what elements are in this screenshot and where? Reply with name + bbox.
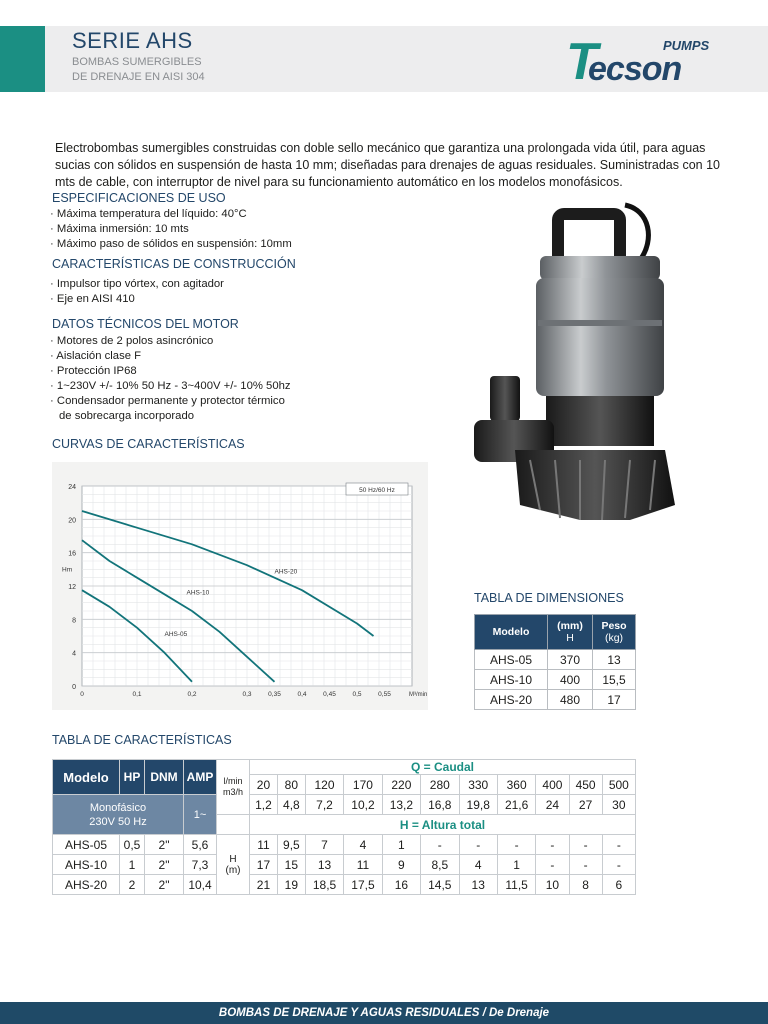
cell: 15,5: [593, 670, 636, 690]
pump-image: [460, 200, 680, 530]
head-cell: 9,5: [277, 835, 305, 855]
list-item: · 1~230V +/- 10% 50 Hz - 3~400V +/- 10% 50hz: [50, 380, 291, 392]
head-cell: 1: [497, 855, 535, 875]
flow-lmin-cell: 120: [305, 775, 343, 795]
characteristics-table: [52, 759, 636, 895]
cell-dnm: 2": [145, 875, 184, 895]
header-accent-block: [0, 26, 45, 92]
section-title-motor: DATOS TÉCNICOS DEL MOTOR: [52, 317, 239, 331]
flow-units: l/min m3/h: [217, 760, 250, 815]
head-cell: 11: [250, 835, 278, 855]
page-subtitle-line2: DE DRENAJE EN AISI 304: [72, 71, 205, 83]
section-title-curvas: CURVAS DE CARACTERÍSTICAS: [52, 437, 245, 451]
cell-hp: 1: [120, 855, 145, 875]
cell: AHS-05: [475, 650, 548, 670]
cell-hp: 0,5: [120, 835, 145, 855]
head-cell: 14,5: [421, 875, 459, 895]
list-item: · Máxima temperatura del líquido: 40°C: [50, 208, 247, 220]
head-cell: 9: [382, 855, 420, 875]
table-row: [475, 650, 636, 670]
list-item: · Aislación clase F: [50, 350, 142, 362]
performance-chart: [52, 462, 428, 710]
flow-lmin-cell: 80: [277, 775, 305, 795]
section-title-dimensiones: TABLA DE DIMENSIONES: [474, 591, 624, 605]
flow-m3h-cell: 13,2: [382, 795, 420, 815]
flow-m3h-cell: 4,8: [277, 795, 305, 815]
head-cell: 11: [344, 855, 382, 875]
y-tick-label: 8: [72, 617, 76, 625]
cell-amp: 5,6: [184, 835, 217, 855]
monofasico-label: Monofásico 230V 50 Hz: [53, 795, 184, 835]
q-caudal-label: Q = Caudal: [250, 760, 636, 775]
head-cell: 10: [536, 875, 569, 895]
y-tick-label: 0: [72, 684, 76, 691]
series-label: AHS-20: [274, 568, 298, 576]
table-row: [53, 875, 636, 895]
cell-modelo: AHS-05: [53, 835, 120, 855]
x-tick-label: 0,1: [132, 691, 142, 698]
col-peso: Peso (kg): [593, 615, 636, 650]
flow-m3h-cell: 21,6: [497, 795, 535, 815]
head-cell: 17,5: [344, 875, 382, 895]
uso-list: [50, 207, 292, 252]
table-row: [475, 690, 636, 710]
flow-lmin-cell: 20: [250, 775, 278, 795]
m3h-row: [53, 795, 636, 815]
table-header-row: [53, 760, 636, 775]
cell-dnm: 2": [145, 835, 184, 855]
list-item: · Condensador permanente y protector térmico: [50, 395, 285, 407]
section-title-caracteristicas: TABLA DE CARACTERÍSTICAS: [52, 733, 232, 747]
cell-amp: 10,4: [184, 875, 217, 895]
cell: 480: [548, 690, 593, 710]
cell-modelo: AHS-20: [53, 875, 120, 895]
col-amp: AMP: [184, 760, 217, 795]
head-cell: 15: [277, 855, 305, 875]
logo-letter-t: T: [566, 33, 598, 91]
flow-m3h-cell: 24: [536, 795, 569, 815]
flow-lmin-cell: 170: [344, 775, 382, 795]
y-axis-label: Hm: [62, 566, 73, 574]
head-cell: 19: [277, 875, 305, 895]
x-axis-label: M³/min: [409, 692, 428, 698]
flow-m3h-cell: 1,2: [250, 795, 278, 815]
head-cell: 16: [382, 875, 420, 895]
list-item: · Máximo paso de sólidos en suspensión: 10mm: [50, 238, 292, 250]
col-modelo: Modelo: [53, 760, 120, 795]
head-cell: -: [536, 855, 569, 875]
logo-pumps: PUMPS: [663, 38, 710, 53]
head-cell: 11,5: [497, 875, 535, 895]
footer-bar: BOMBAS DE DRENAJE Y AGUAS RESIDUALES / De Drenaje: [0, 1002, 768, 1024]
table-row: [475, 670, 636, 690]
y-tick-label: 16: [68, 550, 76, 558]
flow-lmin-cell: 330: [459, 775, 497, 795]
list-item: · Máxima inmersión: 10 mts: [50, 223, 189, 235]
list-item: · Protección IP68: [50, 365, 137, 377]
x-tick-label: 0,2: [187, 691, 197, 698]
series-label: AHS-05: [164, 631, 188, 638]
cell-hp: 2: [120, 875, 145, 895]
freq-box-label: 50 Hz/60 Hz: [359, 487, 395, 494]
page-title: SERIE AHS: [72, 28, 193, 53]
head-cell: -: [602, 835, 635, 855]
list-item: · Impulsor tipo vórtex, con agitador: [50, 278, 224, 290]
cell-modelo: AHS-10: [53, 855, 120, 875]
y-tick-label: 4: [72, 650, 76, 658]
cell: AHS-20: [475, 690, 548, 710]
head-cell: 6: [602, 875, 635, 895]
x-tick-label: 0,35: [268, 691, 281, 698]
head-cell: -: [569, 855, 602, 875]
construccion-list: [50, 277, 224, 307]
head-cell: 21: [250, 875, 278, 895]
col-h: (mm) H: [548, 615, 593, 650]
head-cell: 1: [382, 835, 420, 855]
intro-paragraph: Electrobombas sumergibles construidas con doble sello mecánico que garantiza una prolongada vida útil, para aguas sucias con sólidos en suspensión de hasta 10 mm; diseñadas para drenajes de aguas residuales. Suministradas con 10 mts de cable, con interruptor de nivel para su funcionamiento automático en los modelos monofásicos.: [55, 141, 720, 189]
head-cell: 13: [305, 855, 343, 875]
motor-list: [50, 334, 291, 424]
cell: AHS-10: [475, 670, 548, 690]
y-tick-label: 12: [68, 584, 76, 591]
list-item: · Motores de 2 polos asincrónico: [50, 335, 214, 347]
section-title-uso: ESPECIFICACIONES DE USO: [52, 191, 226, 205]
flow-m3h-cell: 19,8: [459, 795, 497, 815]
head-cell: 18,5: [305, 875, 343, 895]
head-cell: 13: [459, 875, 497, 895]
head-cell: 17: [250, 855, 278, 875]
x-tick-label: 0: [80, 691, 84, 698]
h-altura-label: H = Altura total: [250, 815, 636, 835]
flow-lmin-cell: 220: [382, 775, 420, 795]
x-tick-label: 0,4: [297, 691, 307, 698]
x-tick-label: 0,3: [242, 691, 252, 698]
flow-m3h-cell: 27: [569, 795, 602, 815]
flow-m3h-cell: 16,8: [421, 795, 459, 815]
series-label: AHS-10: [186, 589, 210, 597]
phase-label: 1~: [184, 795, 217, 835]
head-cell: -: [459, 835, 497, 855]
logo-wordmark: ecson: [588, 50, 682, 88]
x-tick-label: 0,45: [323, 691, 336, 698]
table-row: [53, 855, 636, 875]
cell-dnm: 2": [145, 855, 184, 875]
flow-lmin-cell: 450: [569, 775, 602, 795]
x-tick-label: 0,5: [352, 691, 362, 698]
flow-lmin-cell: 360: [497, 775, 535, 795]
head-cell: -: [497, 835, 535, 855]
head-cell: 7: [305, 835, 343, 855]
head-cell: -: [421, 835, 459, 855]
flow-lmin-cell: 280: [421, 775, 459, 795]
table-row: [53, 835, 636, 855]
flow-lmin-cell: 400: [536, 775, 569, 795]
head-cell: 8,5: [421, 855, 459, 875]
cell: 370: [548, 650, 593, 670]
cell-amp: 7,3: [184, 855, 217, 875]
flow-m3h-cell: 10,2: [344, 795, 382, 815]
y-tick-label: 24: [68, 484, 76, 491]
head-cell: -: [602, 855, 635, 875]
head-cell: -: [569, 835, 602, 855]
head-cell: 8: [569, 875, 602, 895]
list-item: · Eje en AISI 410: [50, 293, 135, 305]
head-cell: 4: [344, 835, 382, 855]
flow-lmin-cell: 500: [602, 775, 635, 795]
head-cell: -: [536, 835, 569, 855]
h-unit-cell: H (m): [217, 835, 250, 895]
list-item: de sobrecarga incorporado: [59, 410, 195, 422]
cell: 13: [593, 650, 636, 670]
x-tick-label: 0,55: [378, 691, 391, 698]
col-hp: HP: [120, 760, 145, 795]
page-subtitle-line1: BOMBAS SUMERGIBLES: [72, 56, 202, 68]
chart-panel: [52, 462, 428, 710]
col-modelo: Modelo: [475, 615, 548, 650]
flow-m3h-cell: 30: [602, 795, 635, 815]
section-title-construccion: CARACTERÍSTICAS DE CONSTRUCCIÓN: [52, 257, 296, 271]
y-tick-label: 20: [68, 517, 76, 525]
flow-m3h-cell: 7,2: [305, 795, 343, 815]
table-header-row: [475, 615, 636, 650]
spacer-cell: [217, 815, 250, 835]
cell: 400: [548, 670, 593, 690]
head-cell: 4: [459, 855, 497, 875]
dimensions-table: [474, 614, 636, 710]
cell: 17: [593, 690, 636, 710]
col-dnm: DNM: [145, 760, 184, 795]
